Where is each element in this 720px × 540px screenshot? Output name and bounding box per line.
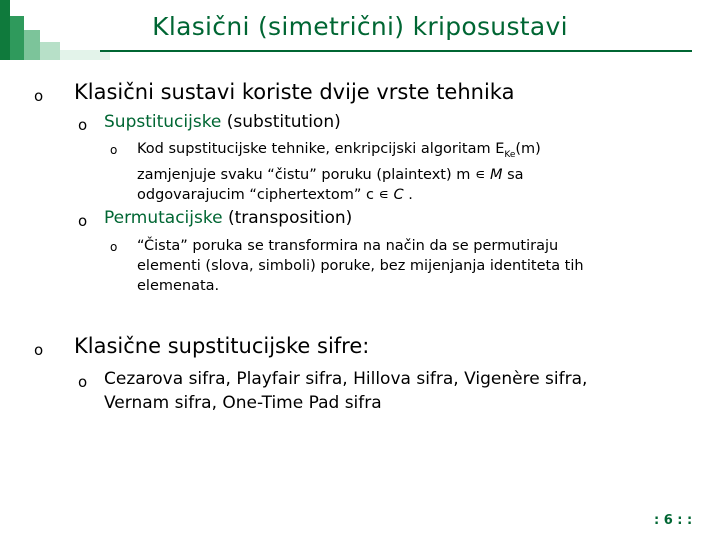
title-underline: [100, 50, 692, 52]
bullet-marker: o: [78, 116, 88, 134]
bullet-marker: o: [78, 212, 88, 230]
bullet-classic-ciphers: Klasične supstitucijske sifre:: [74, 334, 370, 358]
substitution-term: Supstitucijske: [104, 112, 222, 132]
slide-title: Klasični (simetrični) kriposustavi: [152, 12, 568, 41]
bullet-permutation: [104, 208, 352, 228]
substitution-english: (substitution): [221, 112, 341, 132]
bullet-classic-systems: Klasični sustavi koriste dvije vrste tehnika: [74, 80, 515, 104]
bullet-marker: o: [110, 240, 118, 254]
bullet-marker: o: [34, 87, 44, 105]
substitution-description: Kod supstitucijske tehnike, enkripcijski algoritam $E_{Ke}(m)$ zamjenjuje svaku “čistu” poruku (plaintext) m ∊ M sa odgovarajucim “ciphertextom” c ∊ C .: [137, 141, 541, 203]
permutation-english: (transposition): [222, 208, 353, 228]
bullet-marker: o: [34, 341, 44, 359]
permutation-description: “Čista” poruka se transformira na način da se permutiraju elementi (slova, simboli) poruke, bez mijenjanja identiteta tih elemenata.: [137, 238, 584, 294]
bullet-marker: o: [110, 143, 118, 157]
cipher-list: Cezarova sifra, Playfair sifra, Hillova sifra, Vigenère sifra, Vernam sifra, One-Time Pad sifra: [104, 369, 588, 413]
page-number: : 6 : :: [654, 513, 693, 528]
bullet-marker: o: [78, 373, 88, 391]
bullet-substitution: [104, 112, 341, 132]
permutation-term: Permutacijske: [104, 208, 223, 228]
